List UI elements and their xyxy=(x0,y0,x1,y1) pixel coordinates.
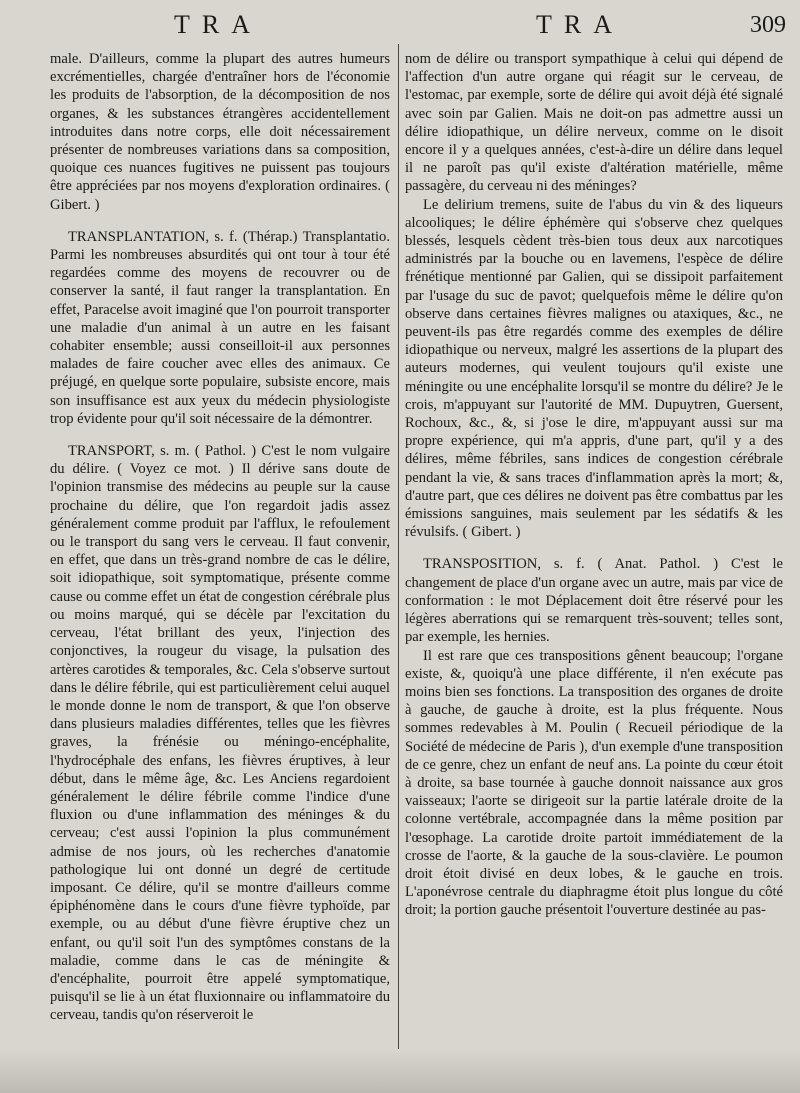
entry-transplantation: TRANSPLANTATION, s. f. (Thérap.) Transplantatio. Parmi les nombreuses absurdités qui ont tour à tour été regardées comme des moyens de recouvrer ou de conserver la santé, il faut ranger la transplantation. En effet, Paracelse avoit imaginé que l'on pourroit transporter une maladie d'un animal à un autre en les faisant cohabiter ensemble; aussi conseilloit-il aux personnes malades de faire coucher avec elles des animaux. Ce préjugé, en quelque sorte populaire, subsiste encore, mais son insuffisance est aux yeux du médecin physiologiste trop évidente pour qu'il soit nécessaire de la démontrer. xyxy=(50,228,390,427)
running-head-left: TRA xyxy=(174,10,262,39)
column-rule xyxy=(398,44,399,1053)
paragraph-urine-end: male. D'ailleurs, comme la plupart des autres humeurs excrémentielles, chargée d'entraîner hors de l'économie les produits de l'absorption, de la décomposition de nos organes, & les substances étrangères accidentellement introduites dans notre corps, elle doit nécessairement présenter de nombreuses variations dans sa composition, quoique ces nuances fugitives ne puissent pas toujours être appréciées par nos moyens d'exploration ordinaires. ( Gibert. ) xyxy=(50,51,390,213)
paragraph-transport-continued: nom de délire ou transport sympathique à celui qui dépend de l'affection d'un autre organe qui réagit sur le cerveau, de l'estomac, par exemple, sorte de délire qui avoit déjà été signalé avec soin par Galien. Mais ne doit-on pas admettre aussi un délire idiopathique, un délire nerveux, comme on le disoit encore il y a quelques années, c'est-à-dire un délire dans lequel il ne paroît pas qu'il existe d'altération matérielle, même passagère, du cerveau ni des méninges? xyxy=(405,51,783,195)
page-bottom-shadow xyxy=(0,1049,800,1093)
page-number: 309 xyxy=(750,12,786,38)
page-header xyxy=(0,10,800,44)
paragraph-transposition-body: Il est rare que ces transpositions gênent beaucoup; l'organe existe, &, quoiqu'à une place différente, il n'en exécute pas moins bien ses fonctions. La transposition des organes de droite à gauche, de gauche à droite, est la plus fréquente. Nous sommes redevables à M. Poulin ( Recueil périodique de la Société de médecine de Paris ), d'un exemple d'une transposition de ce genre, chez un enfant de neuf ans. La pointe du cœur étoit à droite, sa base tournée à gauche donnoit naissance aux gros vaisseaux; l'aorte se dirigeoit sur la partie latérale droite de la colonne vertébrale, accompagnée dans la même position par l'œsophage. La carotide droite partoit immédiatement de la crosse de l'aorte, & la gauche de la sous-clavière. Le poumon droit étoit divisé en deux lobes, & le gauche en trois. L'aponévrose centrale du diaphragme étoit plus longue du côté droit; la portion gauche présentoit l'ouverture destinée au pas- xyxy=(405,647,783,919)
entry-transposition: TRANSPOSITION, s. f. ( Anat. Pathol. ) C'est le changement de place d'un organe avec un autre, mais par vice de conformation : le mot Déplacement doit être réservé pour les légères aberrations qui se remarquent très-souvent; telles sont, par exemple, les hernies. xyxy=(405,556,783,646)
right-column xyxy=(405,50,783,920)
left-column xyxy=(50,50,390,1025)
paragraph-delirium-tremens: Le delirium tremens, suite de l'abus du vin & des liqueurs alcooliques; le délire éphémère qui s'observe chez quelques blessés, lesquels cèdent très-bien tous deux aux narcotiques administrés par la bouche ou en lavemens, l'espèce de délire frénétique mentionné par Galien, qui se dissipoit parfaitement par l'usage du suc de pavot; quelquefois même le délire qu'on observe dans certaines fièvres malignes ou ataxiques, &c., ne peuvent-ils pas être regardés comme des exemples de délire idiopathique ou nerveux, malgré les assertions de la plupart des auteurs modernes, qui veulent toujours qu'il existe une méningite ou une encéphalite lorsqu'il se montre du délire? Je le crois, m'appuyant sur l'autorité de MM. Dupuytren, Guersent, Rochoux, &c., &, si j'ose le dire, m'appuyant aussi sur ma propre expérience, qui m'a appris, d'une part, qu'il y a des délires, même fébriles, sans indices de congestion cérébrale pendant la vie, & sans traces d'inflammation après la mort; &, d'autre part, que ces délires ne doivent pas être combattus par les émissions sanguines, mais seulement par les sédatifs & les révulsifs. ( Gibert. ) xyxy=(405,196,783,541)
running-head-right: TRA xyxy=(536,10,624,39)
entry-transport: TRANSPORT, s. m. ( Pathol. ) C'est le nom vulgaire du délire. ( Voyez ce mot. ) Il dérive sans doute de l'opinion transmise des médecins au peuple sur la cause prochaine du délire, que l'on regardoit jadis assez généralement comme produit par l'afflux, le refoulement ou le transport du sang vers le cerveau. Il faut convenir, en effet, que dans un très-grand nombre de cas le délire, soit idiopathique, soit symptomatique, présente comme cause ou comme effet un état de congestion cérébrale plus ou moins marqué, qui se décèle par l'excitation du cerveau, l'état brillant des yeux, l'injection des conjonctives, la rougeur du visage, la pulsation des artères carotides & temporales, &c. Cela s'observe surtout dans le délire fébrile, qui est particulièrement celui auquel le monde donne le nom de transport, & que l'on observe dans plusieurs maladies différentes, telles que les fièvres graves, la frénésie ou méningo-encéphalite, l'hydrocéphale des enfans, les fièvres éruptives, à leur début, dans le même âge, &c. Les Anciens regardoient généralement le délire fébrile comme l'indice d'une fluxion ou d'une inflammation des méninges & du cerveau; c'est aussi l'opinion la plus communément admise de nos jours, où les recherches d'anatomie pathologique lui ont donné un degré de certitude imposant. Ce délire, qu'il se montre d'ailleurs comme épiphénomène dans le cours d'une fièvre typhoïde, par exemple, ou au début d'une fièvre éruptive chez un enfant, ou qu'il soit l'un des symptômes constans de la maladie, comme dans le cas de méningite & d'encéphalite, pourroit être appelé symptomatique, puisqu'il se lie à un état fluxionnaire ou inflammatoire du cerveau, tandis qu'on réserveroit le xyxy=(50,443,390,1024)
